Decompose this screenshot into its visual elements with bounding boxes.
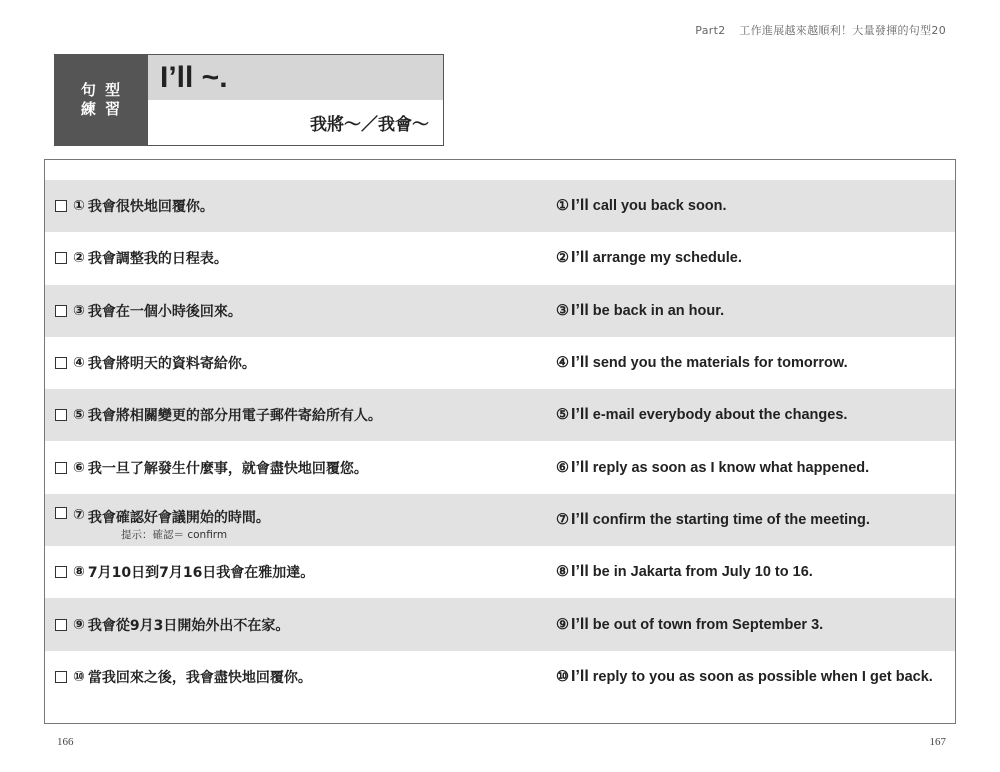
checkbox-icon[interactable]: [55, 566, 67, 578]
english-item-number: ③: [556, 302, 569, 319]
english-text: be back in an hour.: [592, 302, 725, 319]
pattern-tag: [55, 55, 148, 145]
checkbox-icon[interactable]: [55, 305, 67, 317]
english-lead: I’ll: [571, 197, 589, 215]
english-sentence: [556, 546, 813, 598]
exercise-row: [45, 494, 955, 546]
exercise-list: [45, 180, 955, 703]
english-sentence: [556, 441, 869, 493]
item-number: ⑤: [73, 407, 85, 424]
chinese-sentence: [55, 441, 368, 493]
english-text: reply as soon as I know what happened.: [592, 459, 870, 476]
chinese-sentence: [55, 651, 312, 703]
english-lead: I’ll: [571, 615, 589, 633]
english-sentence: [556, 232, 742, 284]
item-number: ①: [73, 198, 85, 215]
chinese-text: 我會調整我的日程表。: [87, 251, 228, 268]
checkbox-icon[interactable]: [55, 200, 67, 212]
english-item-number: ⑩: [556, 668, 569, 685]
chinese-sentence: [55, 389, 382, 441]
chinese-text: 我會確認好會議開始的時間。: [87, 509, 270, 526]
running-head: [695, 22, 946, 38]
chinese-sentence: [55, 337, 256, 389]
checkbox-icon[interactable]: [55, 252, 67, 264]
item-number: ④: [73, 355, 85, 372]
checkbox-icon[interactable]: [55, 462, 67, 474]
english-text: call you back soon.: [592, 198, 727, 215]
page-number-right: 167: [929, 736, 946, 748]
running-head-title: 工作進展越來越順利！大量發揮的句型20: [739, 24, 946, 37]
english-text: arrange my schedule.: [592, 250, 742, 267]
english-item-number: ②: [556, 250, 569, 267]
exercise-box: [44, 159, 956, 724]
english-lead: I’ll: [571, 354, 589, 372]
pattern-title-block: [54, 54, 444, 146]
chinese-sentence: [55, 285, 242, 337]
english-sentence: [556, 180, 727, 232]
item-number: ⑩: [73, 668, 85, 685]
exercise-row: [45, 546, 955, 598]
english-lead: I’ll: [571, 510, 589, 528]
english-sentence: [556, 389, 847, 441]
checkbox-icon[interactable]: [55, 671, 67, 683]
exercise-row: [45, 285, 955, 337]
page-number-left: 166: [57, 736, 74, 748]
item-number: ②: [73, 250, 85, 267]
item-number: ⑨: [73, 616, 85, 633]
english-item-number: ①: [556, 198, 569, 215]
pattern-tag-line2: 練 習: [80, 100, 123, 118]
chinese-text: 我會將相關變更的部分用電子郵件寄給所有人。: [87, 408, 382, 425]
english-lead: I’ll: [571, 667, 589, 685]
item-number: ⑥: [73, 459, 85, 476]
chinese-sentence: [55, 180, 214, 232]
english-lead: I’ll: [571, 301, 589, 319]
checkbox-icon[interactable]: [55, 357, 67, 369]
english-sentence: [556, 598, 823, 650]
exercise-row: [45, 232, 955, 284]
english-item-number: ④: [556, 355, 569, 372]
english-text: reply to you as soon as possible when I get back.: [592, 668, 933, 685]
chinese-text: 我會很快地回覆你。: [87, 199, 214, 216]
english-lead: I’ll: [571, 563, 589, 581]
english-text: be out of town from September 3.: [592, 616, 824, 633]
english-sentence: [556, 337, 848, 389]
chinese-text: 7月10日到7月16日我會在雅加達。: [87, 565, 315, 582]
exercise-row: [45, 441, 955, 493]
english-text: send you the materials for tomorrow.: [592, 355, 848, 372]
checkbox-icon[interactable]: [55, 409, 67, 421]
english-sentence: [556, 285, 724, 337]
pattern-tag-line1: 句 型: [80, 81, 123, 99]
pattern-english: I’ll ~.: [148, 55, 443, 100]
running-head-part: Part2: [695, 24, 726, 37]
item-number: ⑧: [73, 564, 85, 581]
chinese-sentence: [55, 546, 314, 598]
english-item-number: ⑦: [556, 511, 569, 528]
english-item-number: ⑤: [556, 407, 569, 424]
chinese-text: 當我回來之後，我會盡快地回覆你。: [87, 669, 312, 686]
pattern-title-right: [148, 55, 443, 145]
english-sentence: [556, 494, 870, 546]
chinese-text: 我一旦了解發生什麼事，就會盡快地回覆您。: [87, 460, 368, 477]
chinese-sentence: [55, 232, 228, 284]
exercise-row: [45, 180, 955, 232]
exercise-row: [45, 651, 955, 703]
english-lead: I’ll: [571, 249, 589, 267]
checkbox-icon[interactable]: [55, 507, 67, 519]
checkbox-icon[interactable]: [55, 619, 67, 631]
english-item-number: ⑧: [556, 564, 569, 581]
chinese-text: 我會將明天的資料寄給你。: [87, 356, 256, 373]
english-lead: I’ll: [571, 406, 589, 424]
item-number: ③: [73, 302, 85, 319]
exercise-row: [45, 337, 955, 389]
chinese-sentence: [55, 494, 270, 546]
exercise-row: [45, 598, 955, 650]
chinese-text: 我會從9月3日開始外出不在家。: [87, 617, 290, 634]
english-lead: I’ll: [571, 458, 589, 476]
english-item-number: ⑥: [556, 459, 569, 476]
hint-text: 提示：確認＝ confirm: [121, 528, 228, 541]
english-sentence: [556, 651, 933, 703]
pattern-meaning: 我將～／我會～: [310, 115, 429, 135]
chinese-sentence: [55, 598, 289, 650]
english-text: e-mail everybody about the changes.: [592, 407, 848, 424]
chinese-text: 我會在一個小時後回來。: [87, 303, 242, 320]
english-item-number: ⑨: [556, 616, 569, 633]
english-text: be in Jakarta from July 10 to 16.: [592, 564, 813, 581]
english-text: confirm the starting time of the meeting.: [592, 511, 870, 528]
item-number: ⑦: [73, 506, 85, 523]
exercise-row: [45, 389, 955, 441]
